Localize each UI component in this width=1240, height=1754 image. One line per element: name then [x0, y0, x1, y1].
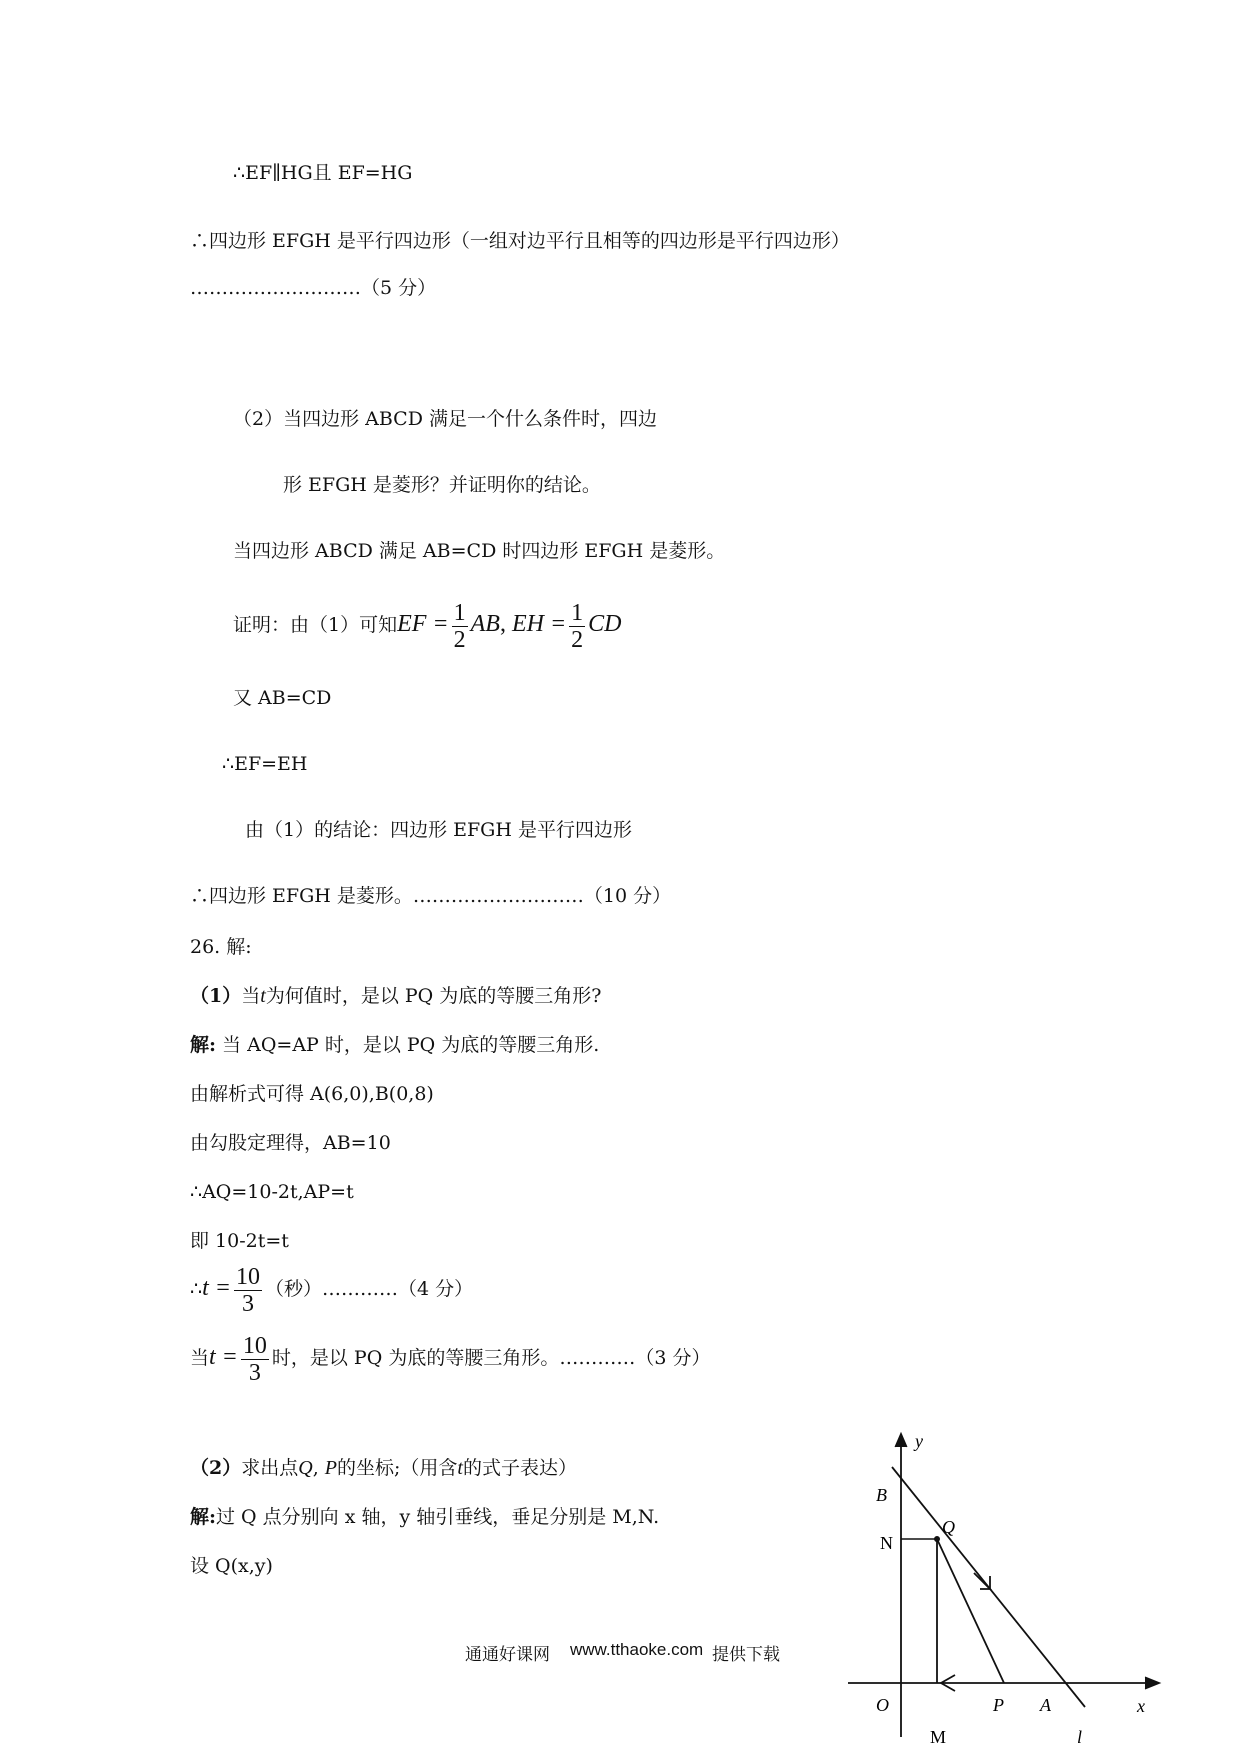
label-x: x	[1137, 1696, 1145, 1716]
when: 当	[190, 1347, 210, 1369]
y-axis-arrow-icon	[895, 1433, 907, 1447]
line-equation: 即 10-2t=t	[190, 1230, 289, 1252]
label-y: y	[915, 1431, 923, 1451]
eh-expression: EH =	[511, 611, 567, 637]
solution-label: 解:	[190, 1034, 217, 1056]
line-question-2-part2: 形 EFGH 是菱形？并证明你的结论。	[283, 474, 601, 496]
direction-arrow-icon	[974, 1573, 990, 1589]
t-variable: t	[260, 985, 266, 1007]
q2-number: （2）	[190, 1457, 242, 1479]
line-question-2-part1: （2）当四边形 ABCD 满足一个什么条件时，四边	[233, 408, 657, 430]
segment-qp	[937, 1539, 1004, 1683]
q2-text-c: 的式子表达）	[462, 1457, 577, 1479]
line-set-q: 设 Q(x,y)	[190, 1555, 273, 1577]
fraction-numerator: 10	[242, 1332, 267, 1359]
label-p: P	[993, 1695, 1004, 1715]
solution-label: 解:	[190, 1506, 217, 1528]
label-b: B	[876, 1485, 887, 1505]
fraction-numerator: 10	[235, 1263, 260, 1290]
half-fraction-1	[452, 600, 468, 653]
label-a: A	[1040, 1695, 1051, 1715]
footer-url[interactable]: www.tthaoke.com	[570, 1640, 704, 1659]
line-solution-2	[190, 1504, 659, 1530]
line-q1	[190, 983, 601, 1009]
t-value-suffix: （秒）…………（4 分）	[264, 1278, 474, 1300]
t-equals: t =	[209, 1344, 238, 1370]
t-variable: t	[457, 1457, 463, 1479]
line-coordinates: 由解析式可得 A(6,0),B(0,8)	[190, 1083, 434, 1105]
line-aq-ap: ∴AQ=10-2t,AP=t	[190, 1181, 354, 1203]
line-rhombus-conclusion: ∴四边形 EFGH 是菱形。………………………（10 分）	[190, 885, 672, 907]
ten-thirds-fraction	[234, 1264, 262, 1317]
q-variable: Q	[298, 1457, 313, 1479]
coordinate-diagram	[840, 1425, 1170, 1750]
q2-text-b: 的坐标;（用含	[337, 1457, 458, 1479]
line-score-5: ………………………（5 分）	[190, 277, 437, 299]
line-problem-26: 26. 解:	[190, 936, 252, 958]
q1-text-a: 当	[241, 985, 261, 1007]
x-axis-arrow-icon	[1145, 1677, 1160, 1689]
q2-comma: ,	[312, 1457, 325, 1479]
label-o: O	[876, 1695, 889, 1715]
cd-term: CD	[588, 611, 622, 637]
solution-text: 当 AQ=AP 时，是以 PQ 为底的等腰三角形.	[216, 1034, 600, 1056]
proof-prefix: 证明：由（1）可知	[233, 614, 398, 636]
q2-text-a: 求出点	[241, 1457, 299, 1479]
line-t-value	[190, 1258, 473, 1319]
point-q	[934, 1536, 940, 1542]
line-proof-start	[233, 594, 622, 655]
p-variable: P	[324, 1457, 338, 1479]
fraction-denominator: 3	[241, 1359, 269, 1386]
line-ef-equals-eh: ∴EF=EH	[222, 753, 308, 775]
half-fraction-2	[569, 600, 585, 653]
line-parallelogram-conclusion: ∴四边形 EFGH 是平行四边形（一组对边平行且相等的四边形是平行四边形）	[190, 230, 850, 252]
line-q2	[190, 1455, 577, 1481]
line-when-t	[190, 1327, 710, 1388]
footer-site-name: 通通好课网	[465, 1645, 550, 1665]
q1-number: （1）	[190, 985, 242, 1007]
label-q: Q	[942, 1517, 955, 1537]
when-t-suffix: 时，是以 PQ 为底的等腰三角形。…………（3 分）	[271, 1347, 711, 1369]
line-ef-parallel-hg: ∴EF∥HG且 EF=HG	[233, 162, 413, 184]
line-condition: 当四边形 ABCD 满足 AB=CD 时四边形 EFGH 是菱形。	[233, 540, 726, 562]
ef-expression: EF =	[397, 611, 449, 637]
therefore: ∴	[190, 1278, 203, 1300]
footer-suffix: 提供下载	[712, 1645, 780, 1665]
fraction-denominator: 2	[571, 626, 584, 653]
ab-term: AB	[470, 611, 500, 637]
t-equals: t =	[202, 1275, 231, 1301]
fraction-denominator: 2	[453, 626, 466, 653]
line-from-conclusion: 由（1）的结论：四边形 EFGH 是平行四边形	[245, 819, 632, 841]
fraction-numerator: 1	[571, 599, 584, 626]
label-m: M	[930, 1727, 947, 1747]
ten-thirds-fraction	[241, 1333, 269, 1386]
line-ab-equals-cd: 又 AB=CD	[233, 687, 332, 709]
fraction-denominator: 3	[234, 1290, 262, 1317]
label-n: N	[880, 1533, 893, 1553]
fraction-numerator: 1	[453, 599, 466, 626]
solution-text: 过 Q 点分别向 x 轴，y 轴引垂线，垂足分别是 M,N.	[216, 1506, 660, 1528]
comma: ,	[499, 611, 506, 637]
label-l: l	[1077, 1727, 1083, 1747]
q1-text-b: 为何值时，是以 PQ 为底的等腰三角形?	[265, 985, 602, 1007]
line-pythagoras: 由勾股定理得，AB=10	[190, 1132, 391, 1154]
line-solution-1	[190, 1032, 599, 1058]
